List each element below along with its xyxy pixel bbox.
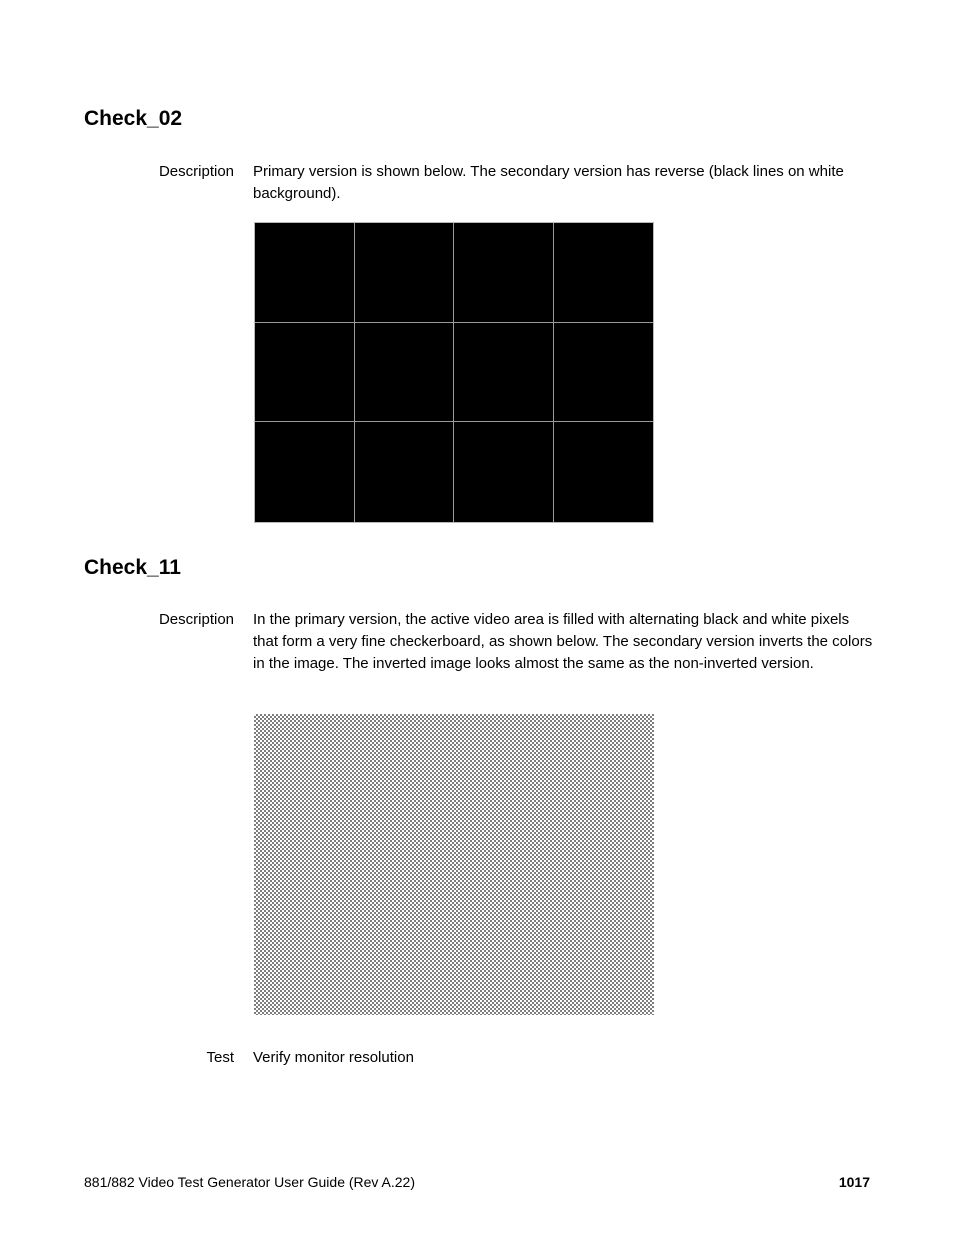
grid-cell	[454, 223, 554, 323]
grid-cell	[355, 223, 455, 323]
grid-cell	[355, 323, 455, 423]
section-title-check-11: Check_11	[84, 556, 181, 579]
test-text: Verify monitor resolution	[253, 1049, 414, 1066]
grid-cell	[554, 323, 654, 423]
description-label: Description	[158, 611, 234, 628]
grid-cell	[454, 422, 554, 522]
footer-page-number: 1017	[838, 1174, 870, 1190]
grid-cell	[255, 323, 355, 423]
test-label: Test	[206, 1049, 234, 1066]
check-02-grid-image	[254, 222, 654, 523]
check-11-checkerboard-image	[254, 714, 654, 1015]
section-title-check-02: Check_02	[84, 107, 183, 130]
grid-cell	[454, 323, 554, 423]
footer-document-title: 881/882 Video Test Generator User Guide (Rev A.22)	[84, 1174, 416, 1190]
grid-cell	[255, 223, 355, 323]
description-text: In the primary version, the active video area is filled with alternating black and white pixels that form a very fine checkerboard, as shown below. The secondary version inverts the colors in the image. The inverted image looks almost the same as the non-inverted version.	[253, 611, 873, 672]
grid-cell	[255, 422, 355, 522]
grid-cell	[554, 223, 654, 323]
description-text: Primary version is shown below. The secondary version has reverse (black lines on white background).	[253, 163, 844, 202]
grid-cell	[554, 422, 654, 522]
grid-cell	[355, 422, 455, 522]
description-label: Description	[158, 163, 234, 180]
